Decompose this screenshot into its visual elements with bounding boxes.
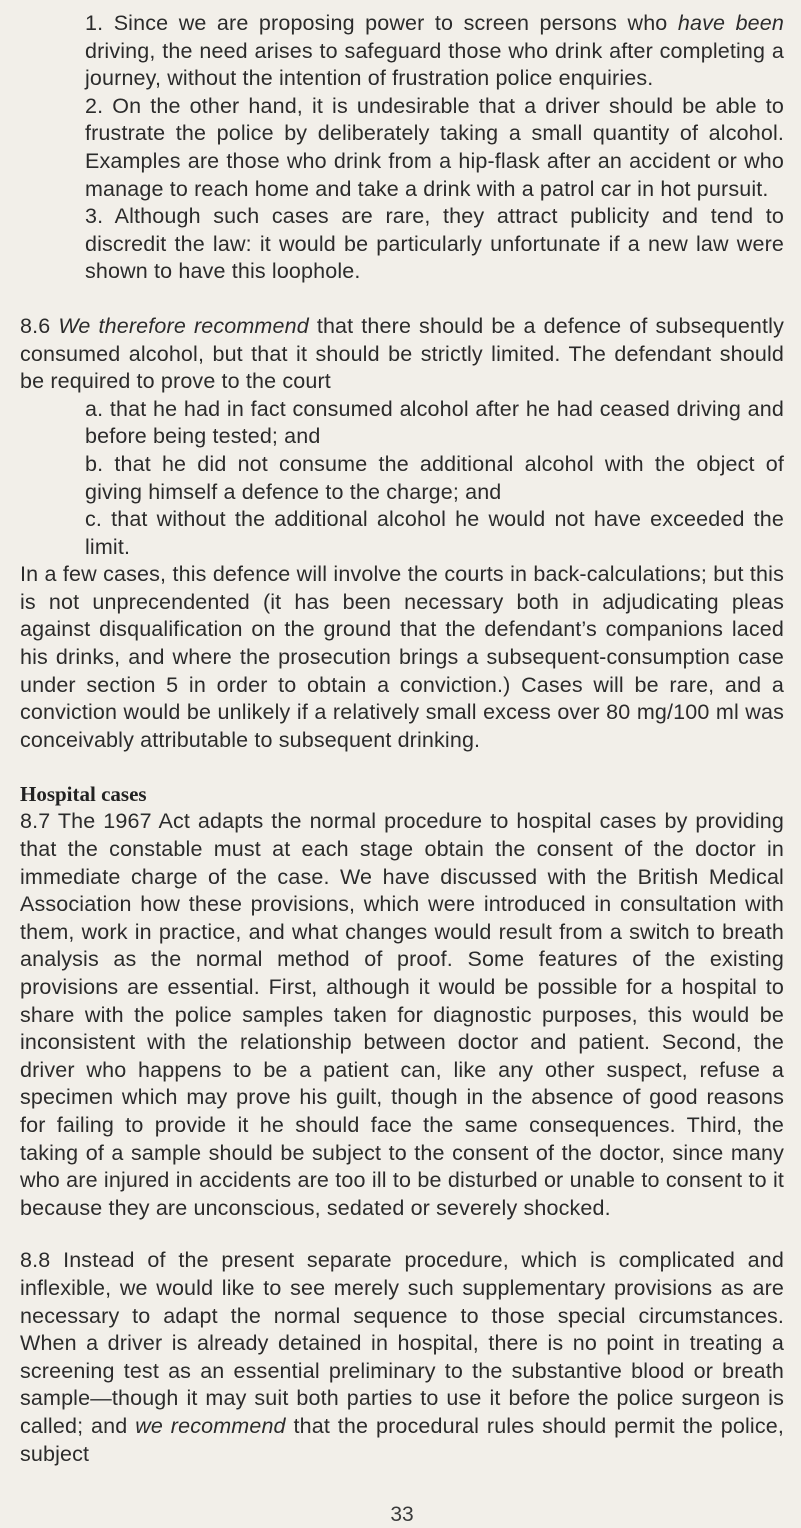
paragraph-8-8-text-after: that the procedural rules should permit the police, subject xyxy=(20,1413,784,1466)
paragraph-8-8 xyxy=(20,1247,784,1468)
paragraph-8-6-number: 8.6 xyxy=(20,313,59,338)
point-1 xyxy=(20,10,784,93)
point-1-emphasis: have been xyxy=(677,11,785,35)
paragraph-8-6 xyxy=(20,313,784,396)
paragraph-8-8-text: 8.8 Instead of the present separate procedure, which is complicated and inflexible, we would like to see merely such supplementary provisions as are necessary to adapt the normal sequence to those special circumstances. When a driver is already detained in hospital, there is no point in treating a screening test as an essential preliminary to the substantive blood or breath sample—though it may suit both parties to use it before the police surgeon is called; and xyxy=(20,1248,784,1438)
point-1-text-before: 1. Since we are proposing power to screen persons who xyxy=(85,11,678,35)
section-heading-hospital-cases: Hospital cases xyxy=(20,782,147,807)
paragraph-8-6-text: that there should be a defence of subsequently consumed alcohol, but that it should be strictly limited. The defendant should be required to prove to the court xyxy=(20,313,784,394)
paragraph-8-6-emphasis: We therefore recommend xyxy=(58,313,309,338)
condition-b: b. that he did not consume the additional alcohol with the object of giving himself a defence to the charge; and xyxy=(85,451,784,504)
paragraph-continuation: In a few cases, this defence will involve the courts in back-calculations; but this is not unprecendented (it has been necessary both in adjudicating pleas against disqualification on the ground that the defendant’s companions laced his drinks, and where the prosecution brings a subsequent-consumption case under section 5 in order to obtain a conviction.) Cases will be rare, and a conviction would be unlikely if a relatively small excess over 80 mg/100 ml was conceivably attributable to subsequent drinking. xyxy=(20,562,784,752)
point-3: 3. Although such cases are rare, they attract publicity and tend to discredit the law: it would be particularly unfortunate if a new law were shown to have this loophole. xyxy=(85,204,784,284)
point-1-text-after: driving, the need arises to safeguard those who drink after completing a journey, without the intention of frustration police enquiries. xyxy=(85,38,784,91)
point-2: 2. On the other hand, it is undesirable that a driver should be able to frustrate the police by deliberately taking a small quantity of alcohol. Examples are those who drink from a hip-flask after an accident or who manage to reach home and take a drink with a patrol car in hot pursuit. xyxy=(85,93,784,201)
condition-a: a. that he had in fact consumed alcohol after he had ceased driving and before being tested; and xyxy=(85,396,784,449)
paragraph-8-8-emphasis: we recommend xyxy=(135,1413,286,1438)
page-number: 33 xyxy=(390,1503,414,1527)
paragraph-8-7: 8.7 The 1967 Act adapts the normal procedure to hospital cases by providing that the constable must at each stage obtain the consent of the doctor in immediate charge of the case. We have discussed with the British Medical Association how these provisions, which were introduced in consultation with them, work in practice, and what changes would result from a switch to breath analysis as the normal method of proof. Some features of the existing provisions are essential. First, although it would be possible for a hospital to share with the police samples taken for diagnostic purposes, this would be inconsistent with the relationship between doctor and patient. Second, the driver who happens to be a patient can, like any other suspect, refuse a specimen which may prove his guilt, though in the absence of good reasons for failing to provide it he should face the same consequences. Third, the taking of a sample should be subject to the consent of the doctor, since many who are injured in accidents are too ill to be disturbed or unable to consent to it because they are unconscious, sedated or severely shocked. xyxy=(20,809,784,1220)
condition-c: c. that without the additional alcohol he would not have exceeded the limit. xyxy=(85,507,784,559)
